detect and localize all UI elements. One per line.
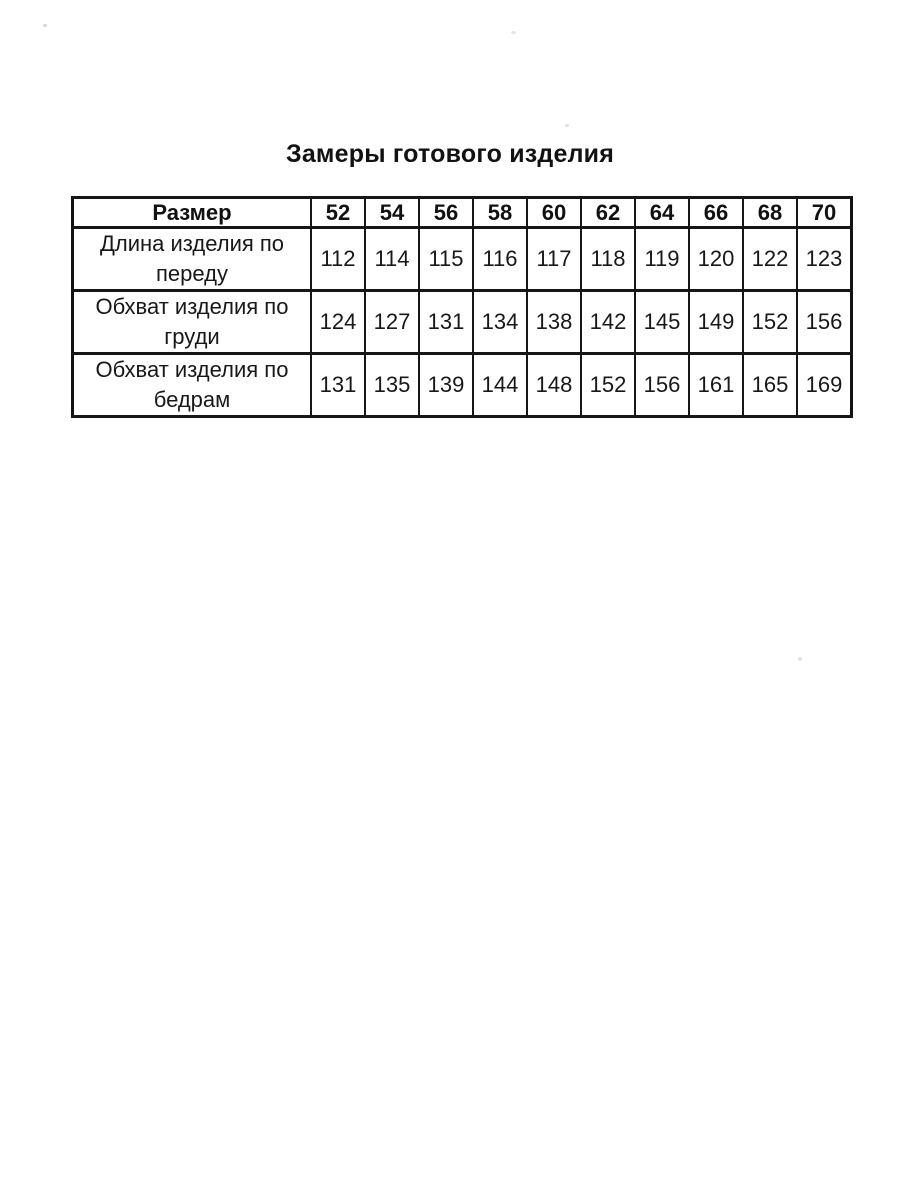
size-header-cell: 70 <box>797 198 852 228</box>
measurement-value-cell: 148 <box>527 354 581 417</box>
measurement-value-cell: 122 <box>743 228 797 291</box>
measurement-value-cell: 119 <box>635 228 689 291</box>
measurement-value-cell: 161 <box>689 354 743 417</box>
measurement-value-cell: 124 <box>311 291 365 354</box>
size-chart-table <box>71 196 853 418</box>
measurement-value-cell: 156 <box>635 354 689 417</box>
measurement-value-cell: 118 <box>581 228 635 291</box>
table-row-hip-girth <box>73 354 852 417</box>
scan-speck <box>565 124 569 127</box>
measurement-value-cell: 131 <box>419 291 473 354</box>
measurement-value-cell: 135 <box>365 354 419 417</box>
size-header-cell: 66 <box>689 198 743 228</box>
measurement-value-cell: 115 <box>419 228 473 291</box>
measurement-value-cell: 134 <box>473 291 527 354</box>
measurement-value-cell: 139 <box>419 354 473 417</box>
measurement-value-cell: 112 <box>311 228 365 291</box>
size-header-cell: 62 <box>581 198 635 228</box>
size-header-cell: 60 <box>527 198 581 228</box>
size-header-cell: 52 <box>311 198 365 228</box>
measurement-value-cell: 142 <box>581 291 635 354</box>
size-header-cell: 64 <box>635 198 689 228</box>
size-header-cell: 56 <box>419 198 473 228</box>
measurement-value-cell: 145 <box>635 291 689 354</box>
table-row-front-length <box>73 228 852 291</box>
size-header-cell: 68 <box>743 198 797 228</box>
measurement-value-cell: 131 <box>311 354 365 417</box>
measurement-value-cell: 114 <box>365 228 419 291</box>
table-header-row <box>73 198 852 228</box>
table-row-chest-girth <box>73 291 852 354</box>
measurement-value-cell: 169 <box>797 354 852 417</box>
scan-speck <box>511 31 516 34</box>
measurement-value-cell: 152 <box>743 291 797 354</box>
page-title: Замеры готового изделия <box>285 140 615 168</box>
measurement-value-cell: 144 <box>473 354 527 417</box>
measurement-value-cell: 152 <box>581 354 635 417</box>
measurement-value-cell: 120 <box>689 228 743 291</box>
size-header-label: Размер <box>73 198 312 228</box>
measurement-value-cell: 165 <box>743 354 797 417</box>
scan-speck <box>798 657 802 661</box>
measurement-value-cell: 138 <box>527 291 581 354</box>
scan-speck <box>43 24 47 27</box>
size-header-cell: 58 <box>473 198 527 228</box>
row-label: Обхват изделия по груди <box>73 291 312 354</box>
measurement-value-cell: 117 <box>527 228 581 291</box>
measurement-value-cell: 123 <box>797 228 852 291</box>
measurement-value-cell: 116 <box>473 228 527 291</box>
measurement-value-cell: 156 <box>797 291 852 354</box>
measurement-value-cell: 127 <box>365 291 419 354</box>
row-label: Обхват изделия по бедрам <box>73 354 312 417</box>
size-header-cell: 54 <box>365 198 419 228</box>
row-label: Длина изделия по переду <box>73 228 312 291</box>
measurement-value-cell: 149 <box>689 291 743 354</box>
